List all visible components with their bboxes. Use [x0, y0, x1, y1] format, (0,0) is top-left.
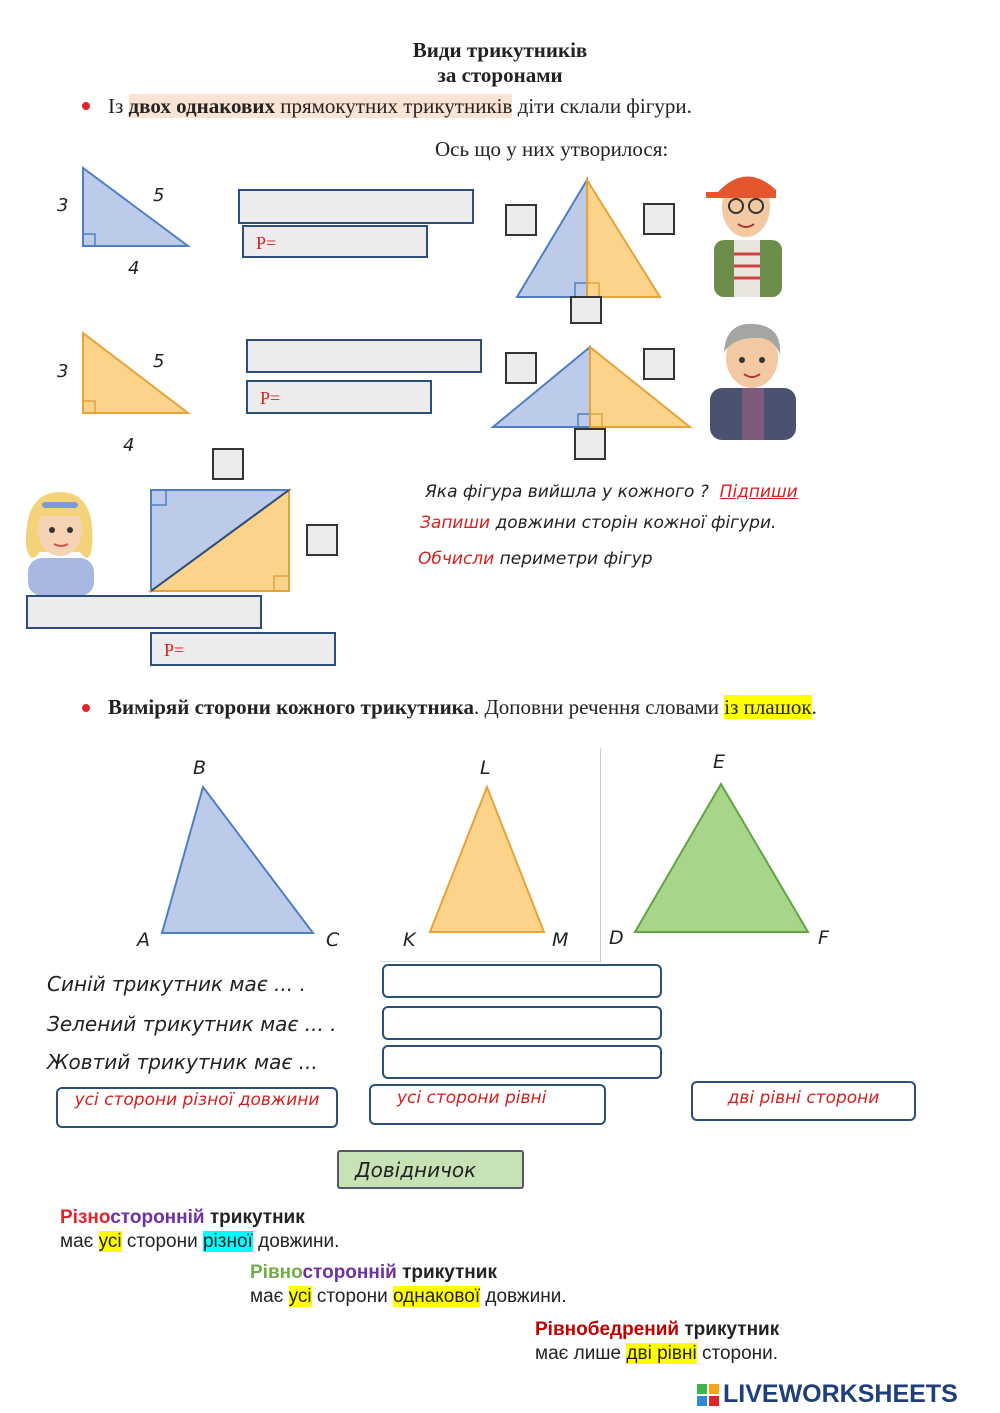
word-tile-isosceles[interactable]: дві рівні сторони — [691, 1081, 916, 1121]
vertex-F: F — [818, 927, 829, 949]
page-title — [0, 38, 1000, 88]
definition-isosceles: Рівнобедрений трикутник має лише дві рівні сторони. — [535, 1319, 780, 1364]
side-input-2b[interactable] — [643, 348, 675, 380]
perimeter-input-3[interactable]: P= — [150, 632, 336, 666]
side-input-1c[interactable] — [570, 296, 602, 324]
side-input-1b[interactable] — [643, 203, 675, 235]
side-input-3a[interactable] — [212, 448, 244, 480]
reference-button[interactable]: Довідничок — [337, 1150, 524, 1189]
green-equilateral-triangle — [630, 780, 815, 935]
vertex-C: C — [326, 929, 340, 951]
side-input-2a[interactable] — [505, 352, 537, 384]
vertex-A: A — [137, 929, 150, 951]
title-line-1: Види трикутників — [412, 38, 588, 62]
instruction-line-1: Яка фігура вийшла у кожного ? Підпиши — [425, 482, 798, 502]
combined-figure-1 — [510, 175, 670, 305]
right-triangle-blue — [50, 160, 200, 280]
tri-top-side-c: 5 — [153, 185, 165, 206]
combined-figure-3 — [148, 488, 293, 594]
tri-top-side-a: 3 — [57, 195, 69, 216]
title-line-2: за сторонами — [437, 63, 563, 87]
boy-grey-hair-avatar — [700, 318, 805, 440]
perimeter-input-2[interactable]: P= — [246, 380, 432, 414]
answer-field-yellow[interactable] — [382, 1045, 662, 1079]
instruction-line-3: Обчисли периметри фігур — [418, 549, 653, 569]
shape-name-input-3[interactable] — [26, 595, 262, 629]
panel-divider — [600, 748, 601, 962]
task2-intro: Виміряй сторони кожного трикутника. Доповни речення словами із плашок. — [108, 695, 817, 719]
side-input-1a[interactable] — [505, 204, 537, 236]
logo-icon — [697, 1384, 719, 1406]
vertex-D: D — [609, 927, 624, 949]
tri-top-side-b: 4 — [128, 258, 140, 279]
right-triangle-yellow — [50, 325, 200, 425]
answer-field-green[interactable] — [382, 1006, 662, 1040]
bullet-1 — [82, 102, 90, 110]
definition-scalene: Різносторонній трикутник має усі сторони різної довжини. — [60, 1207, 340, 1252]
tri-mid-side-a: 3 — [57, 361, 69, 382]
bullet-2 — [82, 704, 90, 712]
vertex-M: M — [552, 929, 569, 951]
sentence-yellow: Жовтий трикутник має ... — [47, 1050, 318, 1074]
task1-intro: Із двох однакових прямокутних трикутників діти склали фігури. — [108, 94, 692, 118]
intro-highlight: двох однакових прямокутних трикутників — [128, 94, 513, 118]
tri-mid-side-c: 5 — [153, 351, 165, 372]
instruction-line-2: Запиши довжини сторін кожної фігури. — [420, 513, 777, 533]
vertex-K: K — [403, 929, 416, 951]
vertex-E: E — [713, 751, 726, 773]
vertex-L: L — [480, 757, 491, 779]
perimeter-input-1[interactable]: P= — [242, 225, 428, 258]
shape-name-input-1[interactable] — [238, 189, 474, 224]
word-tile-equilateral[interactable]: усі сторони рівні — [369, 1084, 606, 1125]
sentence-blue: Синій трикутник має ... . — [47, 972, 306, 996]
shape-name-input-2[interactable] — [246, 339, 482, 373]
boy-avatar — [700, 162, 795, 297]
tri-mid-side-b: 4 — [123, 435, 135, 456]
label-link[interactable]: Підпиши — [719, 482, 798, 502]
word-tile-scalene[interactable]: усі сторони різної довжини — [56, 1087, 338, 1128]
vertex-B: B — [193, 757, 207, 779]
side-input-3b[interactable] — [306, 524, 338, 556]
definition-equilateral: Рівносторонній трикутник має усі сторони однакової довжини. — [250, 1262, 567, 1307]
task1-subline: Ось що у них утворилося: — [435, 137, 669, 161]
yellow-isosceles-triangle — [420, 782, 560, 937]
sentence-green: Зелений трикутник має ... . — [47, 1012, 337, 1036]
panel-bottom-line — [380, 961, 600, 962]
girl-avatar — [20, 486, 100, 596]
liveworksheets-logo: LIVEWORKSHEETS — [697, 1380, 958, 1409]
blue-scalene-triangle — [150, 780, 330, 940]
side-input-2c[interactable] — [574, 428, 606, 460]
answer-field-blue[interactable] — [382, 964, 662, 998]
